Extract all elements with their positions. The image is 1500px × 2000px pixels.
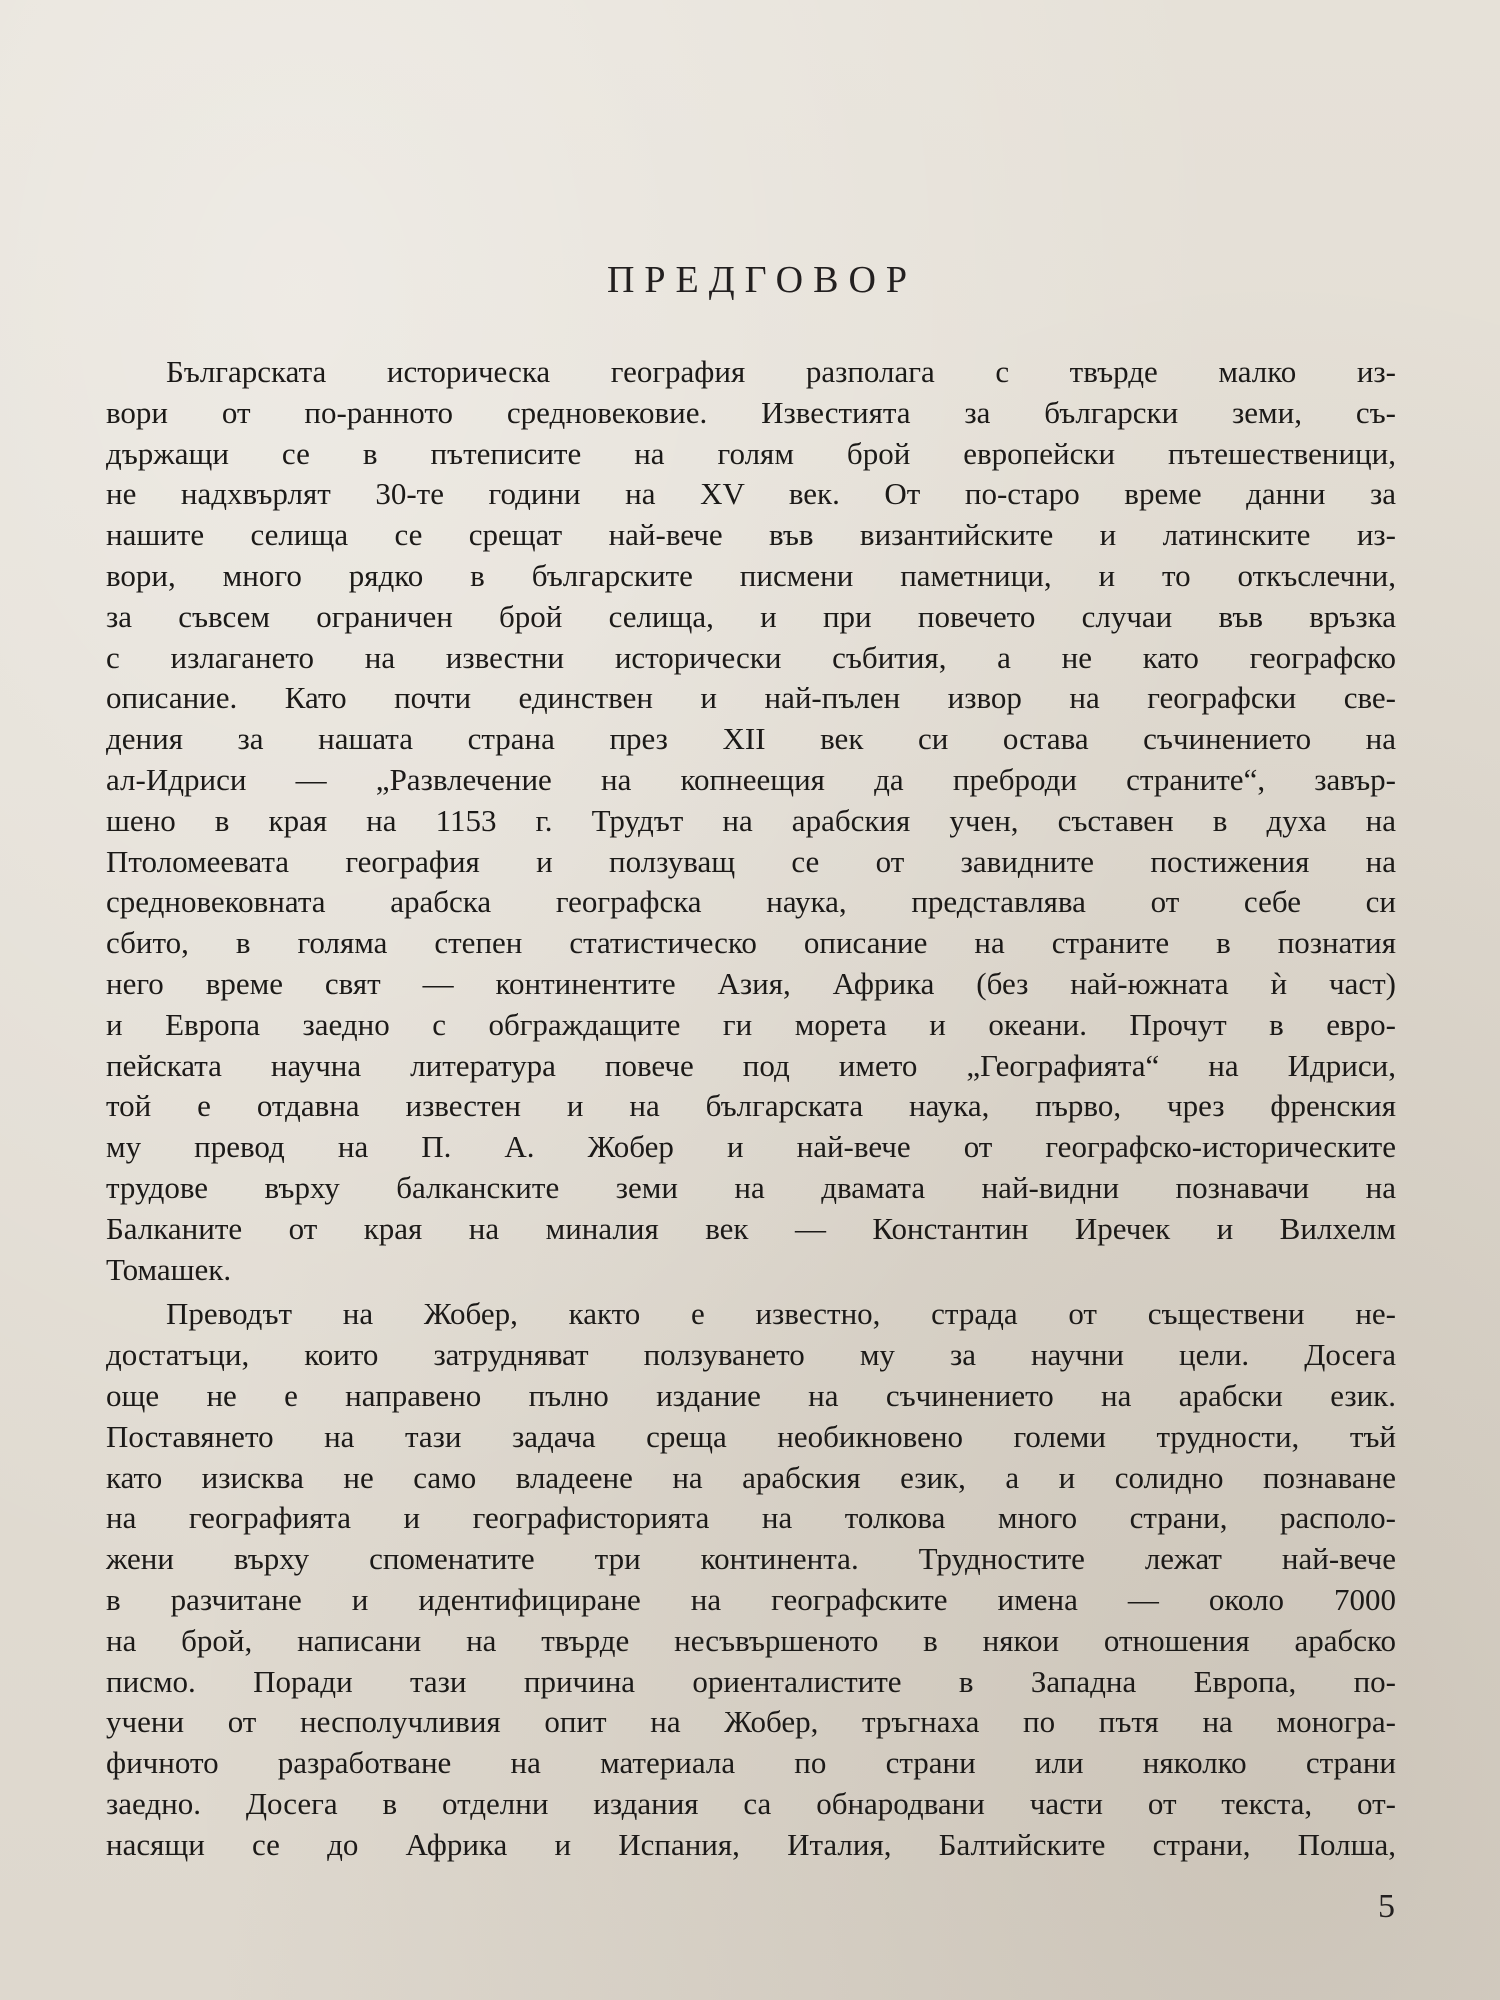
text-line: жени върху споменатите три континента. Трудностите лежат най-вече [106, 1541, 1396, 1577]
text-line: вори от по-ранното средновековие. Известията за български земи, съ- [106, 394, 1396, 430]
text-line: достатъци, които затрудняват ползуването му за научни цели. Досега [106, 1337, 1396, 1373]
text-line: учени от несполучливия опит на Жобер, тръгнаха по пътя на моногра- [106, 1704, 1396, 1740]
text-line: нашите селища се срещат най-вече във византийските и латинските из- [106, 517, 1396, 553]
text-line: Българската историческа география разполага с твърде малко из- [166, 354, 1396, 389]
text-line: фичното разработване на материала по страни или няколко страни [106, 1745, 1396, 1781]
text-line: средновековната арабска географска наука, представлява от себе си [106, 884, 1396, 920]
text-line: на брой, написани на твърде несъвършеното в някои отношения арабско [106, 1622, 1396, 1658]
text-line: насящи се до Африка и Испания, Италия, Балтийските страни, Полша, [106, 1826, 1396, 1862]
text-line: ал-Идриси — „Развлечение на копнеещия да преброди страните“, завър- [106, 761, 1396, 797]
text-line: той е отдавна известен и на българската наука, първо, чрез френския [106, 1088, 1396, 1124]
text-line: пейската научна литература повече под името „Географията“ на Идриси, [106, 1047, 1396, 1083]
paragraph-2 [106, 1294, 1396, 1865]
text-line: шено в края на 1153 г. Трудът на арабския учен, съставен в духа на [106, 802, 1396, 838]
text-line: с излагането на известни исторически събития, а не като географско [106, 639, 1396, 675]
text-line: трудове върху балканските земи на двамата най-видни познавачи на [106, 1169, 1396, 1205]
text-line: за съвсем ограничен брой селища, и при повечето случаи във връзка [106, 598, 1396, 634]
text-line: Птоломеевата география и ползуващ се от завидните постижения на [106, 843, 1396, 879]
page-title: ПРЕДГОВОР [606, 259, 918, 301]
text-line: вори, много рядко в българските писмени паметници, и то откъслечни, [106, 557, 1396, 593]
text-line: заедно. Досега в отделни издания са обнародвани части от текста, от- [106, 1785, 1396, 1821]
text-line: Балканите от края на миналия век — Константин Иречек и Вилхелм [106, 1210, 1396, 1246]
text-line: не надхвърлят 30-те години на XV век. От по-старо време данни за [106, 476, 1396, 512]
text-line: държащи се в пътеписите на голям брой европейски пътешественици, [106, 435, 1396, 471]
text-line: в разчитане и идентифициране на географските имена — около 7000 [106, 1581, 1396, 1617]
text-line: дения за нашата страна през XII век си остава съчинението на [106, 721, 1396, 757]
text-line: на географията и географисторията на толкова много страни, располо- [106, 1500, 1396, 1536]
text-line: писмо. Поради тази причина ориенталистите в Западна Европа, по- [106, 1663, 1396, 1699]
text-line: него време свят — континентите Азия, Африка (без най-южната ѝ част) [106, 965, 1396, 1001]
text-line: му превод на П. А. Жобер и най-вече от географско-историческите [106, 1129, 1396, 1165]
body-text [106, 352, 1396, 1865]
text-line: и Европа заедно с обграждащите ги морета и океани. Прочут в евро- [106, 1006, 1396, 1042]
text-line: Томашек. [106, 1251, 232, 1287]
text-line: още не е направено пълно издание на съчинението на арабски език. [106, 1377, 1396, 1413]
text-line: сбито, в голяма степен статистическо описание на страните в познатия [106, 925, 1396, 961]
paragraph-1 [106, 352, 1396, 1290]
text-line: Поставянето на тази задача среща необикновено големи трудности, тъй [106, 1418, 1396, 1454]
text-line: Преводът на Жобер, както е известно, страда от съществени не- [166, 1296, 1396, 1332]
text-line: описание. Като почти единствен и най-пълен извор на географски све- [106, 680, 1396, 716]
page-number: 5 [1378, 1888, 1395, 1925]
text-line: като изисква не само владеене на арабския език, а и солидно познаване [106, 1459, 1396, 1495]
